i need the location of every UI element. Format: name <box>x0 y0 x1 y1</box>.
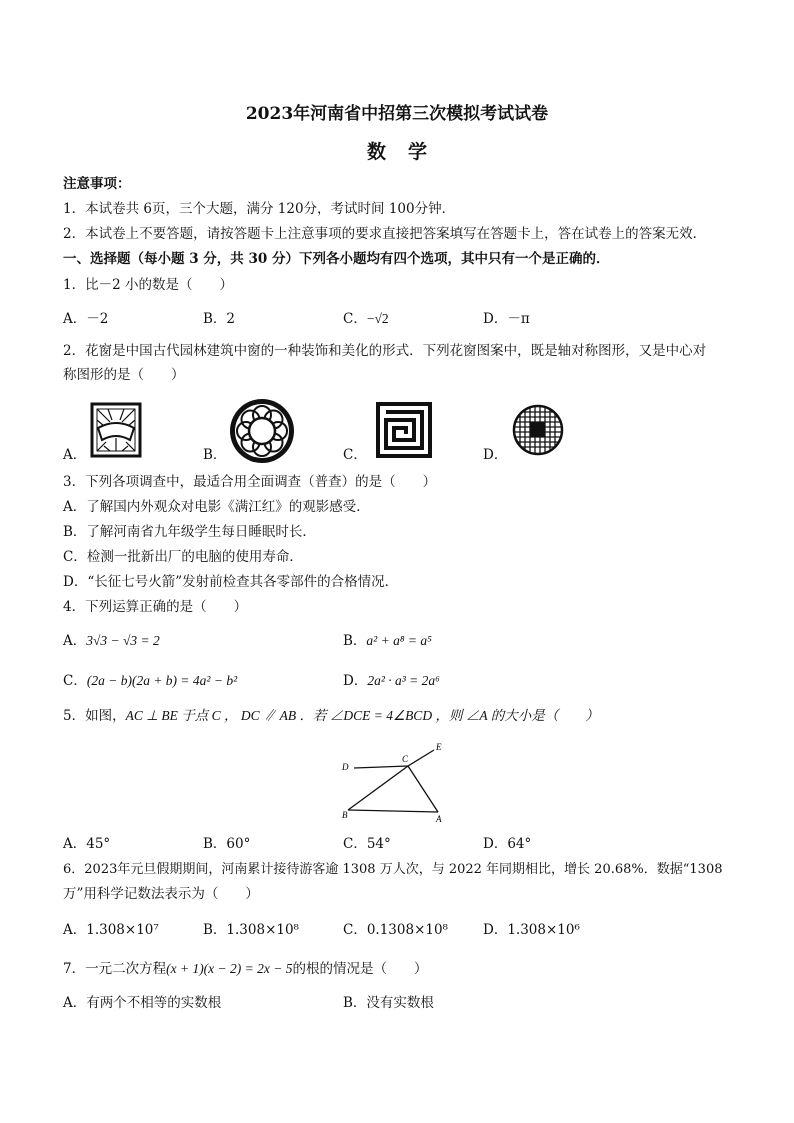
lattice-window-fan-icon <box>90 402 142 458</box>
section-heading: 一、选择题（每小题 3 分，共 30 分）下列各小题均有四个选项，其中只有一个是正确的． <box>63 251 610 267</box>
page-title: 2023年河南省中招第三次模拟考试试卷 <box>245 104 549 124</box>
option-c: C．54° <box>343 836 391 852</box>
grid-round-window-icon <box>512 404 564 456</box>
option-c: C． <box>343 447 367 463</box>
option-b: B．没有实数根 <box>343 995 434 1011</box>
question-stem: 1．比－2 小的数是（ ） <box>63 277 233 293</box>
round-flower-window-icon <box>228 397 296 465</box>
option-b <box>343 632 432 650</box>
option-label: B． <box>343 633 367 649</box>
question-stem: 2．花窗是中国古代园林建筑中窗的一种装饰和美化的形式．下列花窗图案中，既是轴对称图形，又是中心对 <box>63 343 707 359</box>
option-a: A．45° <box>63 836 111 852</box>
option-d: D．64° <box>483 836 532 852</box>
option-a: A．1.308×10⁷ <box>63 922 159 938</box>
option-label: A． <box>63 633 87 649</box>
notes-heading: 注意事项： <box>63 176 131 192</box>
option-a: A． <box>63 447 87 463</box>
option-expression: 2a² · a³ = 2a⁶ <box>367 673 440 688</box>
stem-text: 的根的情况是（ ） <box>292 961 428 977</box>
point-label-a: A <box>436 814 442 824</box>
option-d <box>343 672 440 690</box>
note-item: 1．本试卷共 6页，三个大题，满分 120分，考试时间 100分钟． <box>63 201 456 217</box>
option-b: B．2 <box>203 311 236 327</box>
option-c: C．0.1308×10⁸ <box>343 922 448 938</box>
option-c: C．检测一批新出厂的电脑的使用寿命． <box>63 549 303 565</box>
point-label-e: E <box>436 742 442 752</box>
option-label: D． <box>343 673 368 689</box>
option-b: B．1.308×10⁸ <box>203 922 299 938</box>
question-stem: 4．下列运算正确的是（ ） <box>63 599 248 615</box>
question-stem-cont: 称图形的是（ ） <box>63 367 185 383</box>
option-label: C． <box>343 311 367 327</box>
question-stem <box>63 707 599 725</box>
question-stem: 6．2023年元旦假期期间，河南累计接待游客逾 1308 万人次，与 2022 年同期相比，增长 20.68%．数据“1308 <box>63 862 723 877</box>
option-expression: 3√3 − √3 = 2 <box>86 633 160 648</box>
stem-text: 5．如图， <box>63 708 126 724</box>
option-b: B．了解河南省九年级学生每日睡眠时长． <box>63 524 316 540</box>
option-d: D．－π <box>483 311 530 327</box>
option-expression: a² + a⁸ = a⁵ <box>366 633 432 648</box>
point-label-d: D <box>342 762 349 772</box>
option-value: −√2 <box>366 311 389 326</box>
maze-window-icon <box>376 402 432 458</box>
option-b: B．60° <box>203 836 251 852</box>
option-label: C． <box>63 673 87 689</box>
option-a: A．－2 <box>63 311 109 327</box>
question-stem <box>63 960 428 978</box>
option-b: B． <box>203 447 227 463</box>
option-d: D．1.308×10⁶ <box>483 922 580 938</box>
option-c <box>63 672 237 690</box>
option-c <box>343 310 389 328</box>
point-label-c: C <box>402 754 409 764</box>
option-a: A．了解国内外观众对电影《满江红》的观影感受． <box>63 499 370 515</box>
option-d: D． <box>483 447 508 463</box>
point-label-b: B <box>342 810 348 820</box>
question-stem-cont: 万”用科学记数法表示为（ ） <box>63 886 259 902</box>
note-item: 2．本试卷上不要答题，请按答题卡上注意事项的要求直接把答案填写在答题卡上，答在试卷上的答案无效． <box>63 226 707 242</box>
stem-text: 7．一元二次方程 <box>63 961 167 977</box>
subject-title: 数学 <box>366 141 449 163</box>
option-d: D．“长征七号火箭”发射前检查其各零部件的合格情况． <box>63 574 399 590</box>
option-expression: (2a − b)(2a + b) = 4a² − b² <box>86 673 238 688</box>
stem-expression: AC ⊥ BE 于点 C ， DC ∥ AB ．若 ∠DCE = 4∠BCD ，则 ∠A 的大小是（ ） <box>125 708 599 723</box>
question-stem: 3．下列各项调查中，最适合用全面调查（普查）的是（ ） <box>63 474 437 490</box>
option-a: A．有两个不相等的实数根 <box>63 995 222 1011</box>
stem-expression: (x + 1)(x − 2) = 2x − 5 <box>166 961 293 976</box>
geometry-figure <box>338 740 450 826</box>
option-a <box>63 632 160 650</box>
